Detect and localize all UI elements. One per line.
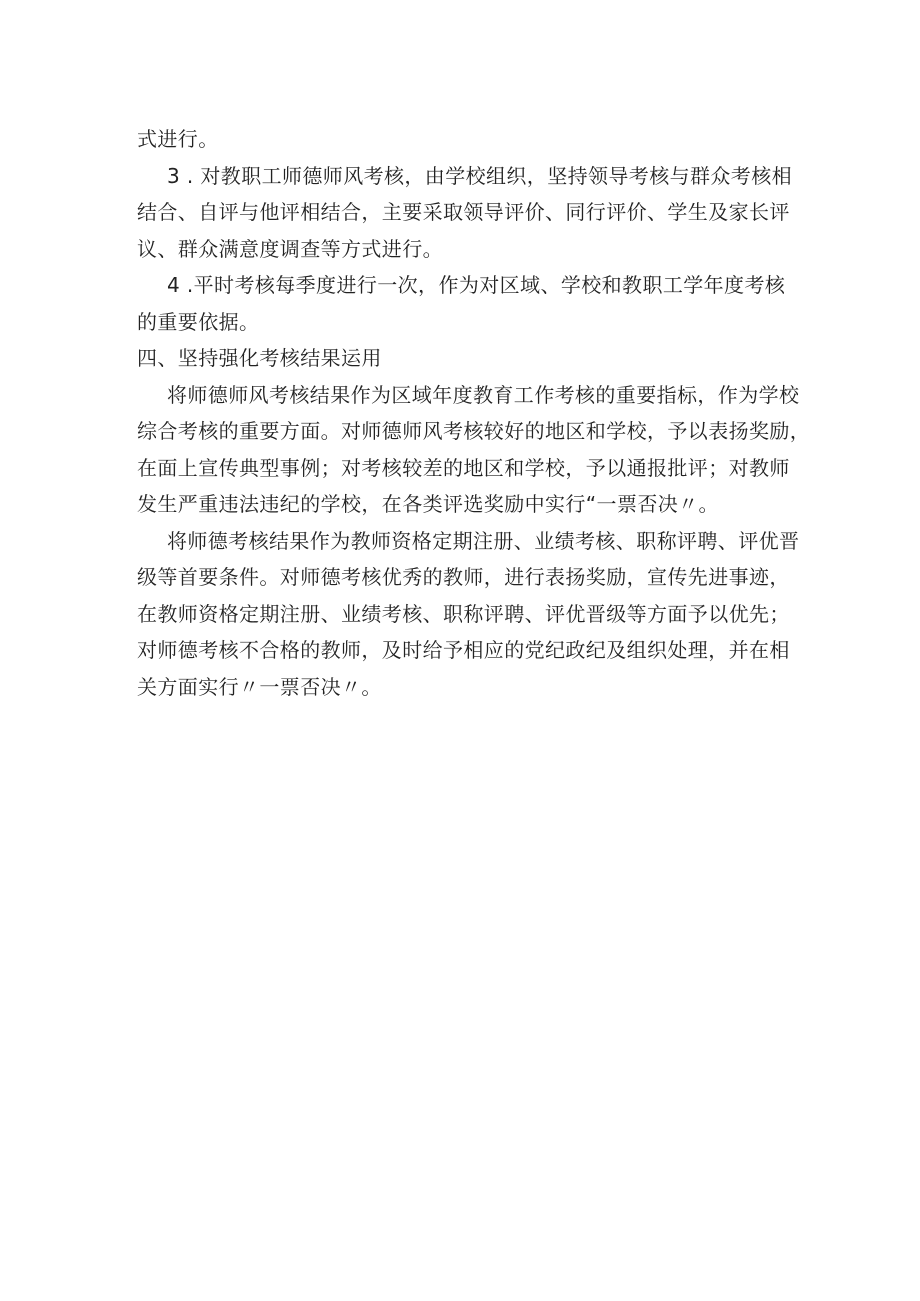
paragraph-continuation bbox=[137, 121, 797, 158]
text-line: 4 .平时考核每季度进行一次，作为对区域、学校和教职工学年度考核 bbox=[167, 273, 786, 297]
text-line: 结合、自评与他评相结合，主要采取领导评价、同行评价、学生及家长评 bbox=[137, 200, 790, 224]
text-line: 3 . 对教职工师德师风考核，由学校组织，坚持领导考核与群众考核相 bbox=[167, 163, 792, 188]
text-line: 对师德考核不合格的教师，及时给予相应的党纪政纪及组织处理，并在相 bbox=[137, 638, 790, 662]
text-line: 关方面实行〃一票否决〃。 bbox=[137, 674, 382, 699]
heading-text: 四、坚持强化考核结果运用 bbox=[137, 346, 382, 370]
paragraph-results-usage-1 bbox=[137, 377, 811, 523]
text-line: 在教师资格定期注册、业绩考核、职称评聘、评优晋级等方面予以优先； bbox=[137, 601, 790, 626]
text-line: 发生严重违法违纪的学校，在各类评选奖励中实行“一票否决〃。 bbox=[137, 492, 719, 516]
text-line: 的重要依据。 bbox=[137, 309, 260, 334]
document-body bbox=[137, 121, 811, 705]
paragraph-item-3 bbox=[137, 158, 797, 268]
text-line: 将师德考核结果作为教师资格定期注册、业绩考核、职称评聘、评优晋 bbox=[167, 528, 800, 553]
paragraph-results-usage-2 bbox=[137, 523, 800, 706]
section-heading bbox=[137, 340, 797, 377]
paragraph-item-4 bbox=[137, 267, 797, 340]
text-line: 将师德师风考核结果作为区域年度教育工作考核的重要指标，作为学校 bbox=[167, 382, 800, 407]
text-line: 级等首要条件。对师德考核优秀的教师，进行表扬奖励，宣传先进事迹， bbox=[137, 565, 790, 589]
text-line: 在面上宣传典型事例；对考核较差的地区和学校，予以通报批评；对教师 bbox=[137, 455, 790, 480]
text-line: 综合考核的重要方面。对师德师风考核较好的地区和学校，予以表扬奖励， bbox=[137, 419, 811, 443]
text-line: 议、群众满意度调查等方式进行。 bbox=[137, 236, 443, 261]
text-line: 式进行。 bbox=[137, 127, 219, 151]
